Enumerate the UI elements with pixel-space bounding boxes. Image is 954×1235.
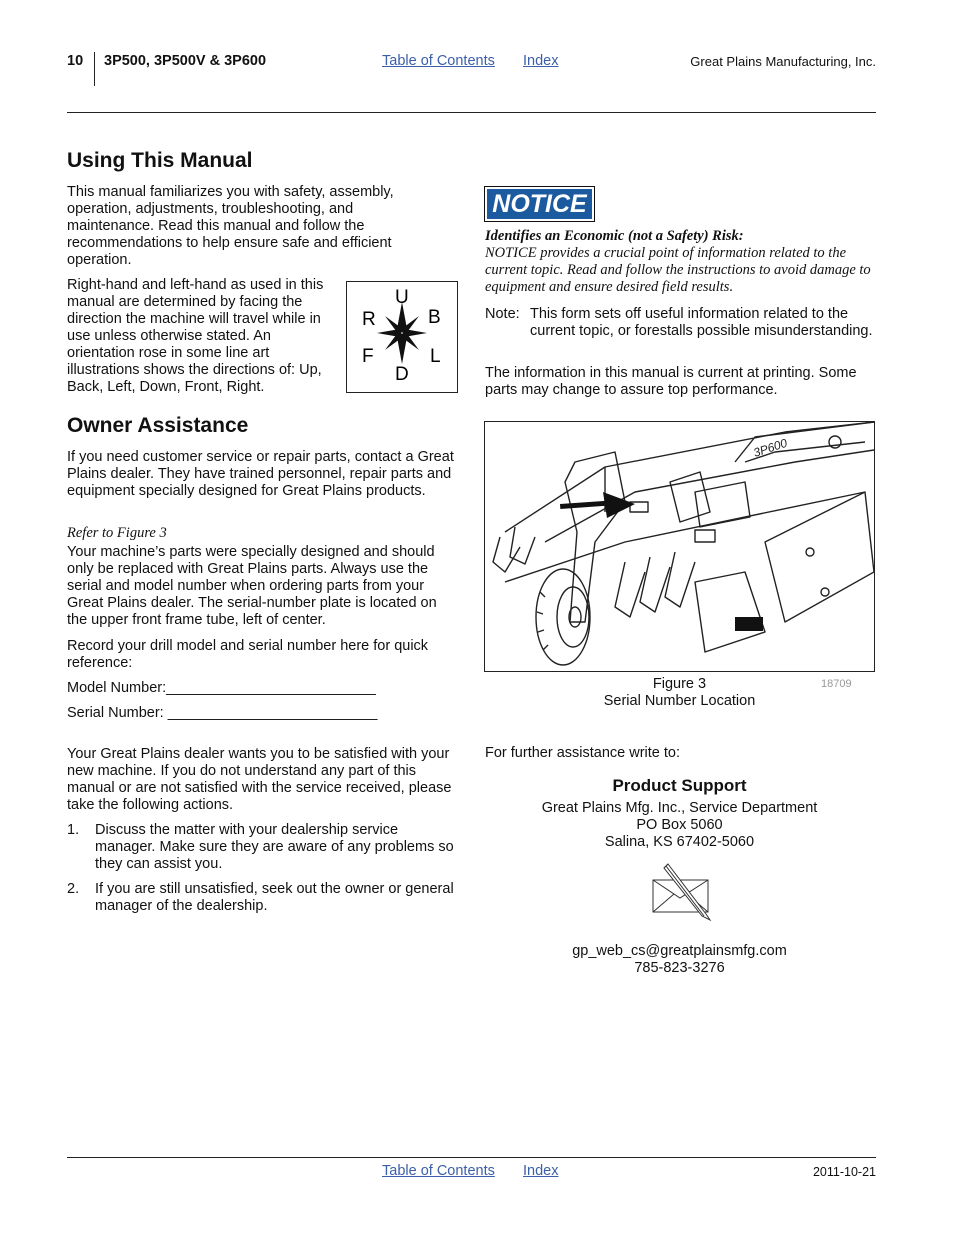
owner-assistance-heading: Owner Assistance — [67, 414, 249, 437]
rose-label-front: F — [362, 346, 374, 367]
serial-number-field: Serial Number: __________________________ — [67, 705, 378, 721]
footer-toc-link[interactable]: Table of Contents — [382, 1163, 495, 1179]
figure-caption — [484, 676, 875, 710]
notice-heading: Identifies an Economic (not a Safety) Risk: — [485, 228, 744, 244]
index-link[interactable]: Index — [523, 53, 559, 69]
note-text: This form sets off useful information related to the current topic, or forestalls possible misunderstanding. — [530, 306, 873, 339]
footer-rule — [67, 1157, 876, 1158]
orientation-rose — [346, 281, 458, 393]
rose-label-up: U — [395, 287, 409, 308]
page-number: 10 — [67, 53, 84, 69]
step-text: Discuss the matter with your dealership service manager. Make sure they are aware of any problems so they can assist you. — [95, 822, 454, 872]
rose-label-back: B — [428, 307, 441, 328]
footer-index-link[interactable]: Index — [523, 1163, 559, 1179]
note-label: Note: — [485, 306, 520, 322]
notice-body: NOTICE provides a crucial point of information related to the current topic. Read and follow the instructions to avoid damage to equipment and ensure desired field results. — [485, 245, 871, 295]
orientation-paragraph: Right-hand and left-hand as used in this manual are determined by facing the direction the machine will travel while in use unless otherwise stated. An orientation rose in some line art illustrations shows the directions of: Up, Back, Left, Down, Front, Right. — [67, 277, 324, 395]
support-phone: 785-823-3276 — [634, 960, 725, 976]
footer-date: 2011-10-21 — [812, 1165, 876, 1179]
serial-location-figure — [484, 421, 875, 672]
machine-illustration — [485, 422, 874, 671]
step-text: If you are still unsatisfied, seek out the owner or general manager of the dealership. — [95, 881, 454, 914]
using-manual-paragraph: This manual familiarizes you with safety, assembly, operation, adjustments, troubleshooting, and maintenance. Read this manual and follow the recommendations to help ensure safe and efficient operation. — [67, 184, 394, 268]
model-number-field: Model Number:__________________________ — [67, 680, 376, 696]
support-email[interactable]: gp_web_cs@greatplainsmfg.com — [572, 943, 787, 959]
rose-label-down: D — [395, 364, 409, 385]
product-support-heading: Product Support — [612, 776, 747, 795]
step-number: 2. — [67, 881, 80, 897]
rose-label-right: R — [362, 309, 376, 330]
product-title: 3P500, 3P500V & 3P600 — [104, 53, 267, 69]
step-number: 1. — [67, 822, 80, 838]
address-line: Great Plains Mfg. Inc., Service Department — [541, 800, 818, 816]
figure-reference: Refer to Figure 3 — [67, 525, 167, 541]
record-paragraph: Record your drill model and serial number here for quick reference: — [67, 638, 429, 671]
decal-model-text: 3P600 — [751, 435, 789, 460]
figure-id: 18709 — [821, 678, 852, 690]
envelope-pen-icon — [650, 862, 714, 922]
parts-paragraph: Your machine’s parts were specially designed and should only be replaced with Great Plains parts. Always use the serial and model number when ordering parts from your Great Plains dealer. The serial-number plate is located on the upper front frame tube, left of center. — [67, 544, 437, 628]
current-info-paragraph: The information in this manual is current at printing. Some parts may change to assure top performance. — [485, 365, 857, 398]
notice-badge — [484, 186, 595, 222]
using-manual-heading: Using This Manual — [67, 149, 253, 172]
address-line: Salina, KS 67402-5060 — [604, 834, 755, 850]
figure-caption-text: Serial Number Location — [603, 693, 756, 709]
company-name: Great Plains Manufacturing, Inc. — [690, 54, 876, 69]
notice-label: NOTICE — [487, 189, 592, 219]
header-divider — [94, 52, 95, 86]
header-rule — [67, 112, 876, 113]
support-address — [484, 800, 875, 851]
serial-plate-decal — [735, 617, 763, 631]
contact-block — [484, 943, 875, 977]
satisfied-paragraph: Your Great Plains dealer wants you to be satisfied with your new machine. If you do not understand any part of this manual or are not satisfied with the service received, please take the following actions. — [67, 746, 452, 813]
further-assistance-text: For further assistance write to: — [485, 745, 681, 761]
figure-label: Figure 3 — [652, 676, 707, 692]
rose-label-left: L — [430, 346, 441, 367]
address-line: PO Box 5060 — [636, 817, 723, 833]
rose-star-icon — [347, 282, 457, 392]
owner-assistance-paragraph: If you need customer service or repair parts, contact a Great Plains dealer. They have trained personnel, repair parts and equipment specially designed for Great Plains products. — [67, 449, 454, 499]
toc-link[interactable]: Table of Contents — [382, 53, 495, 69]
